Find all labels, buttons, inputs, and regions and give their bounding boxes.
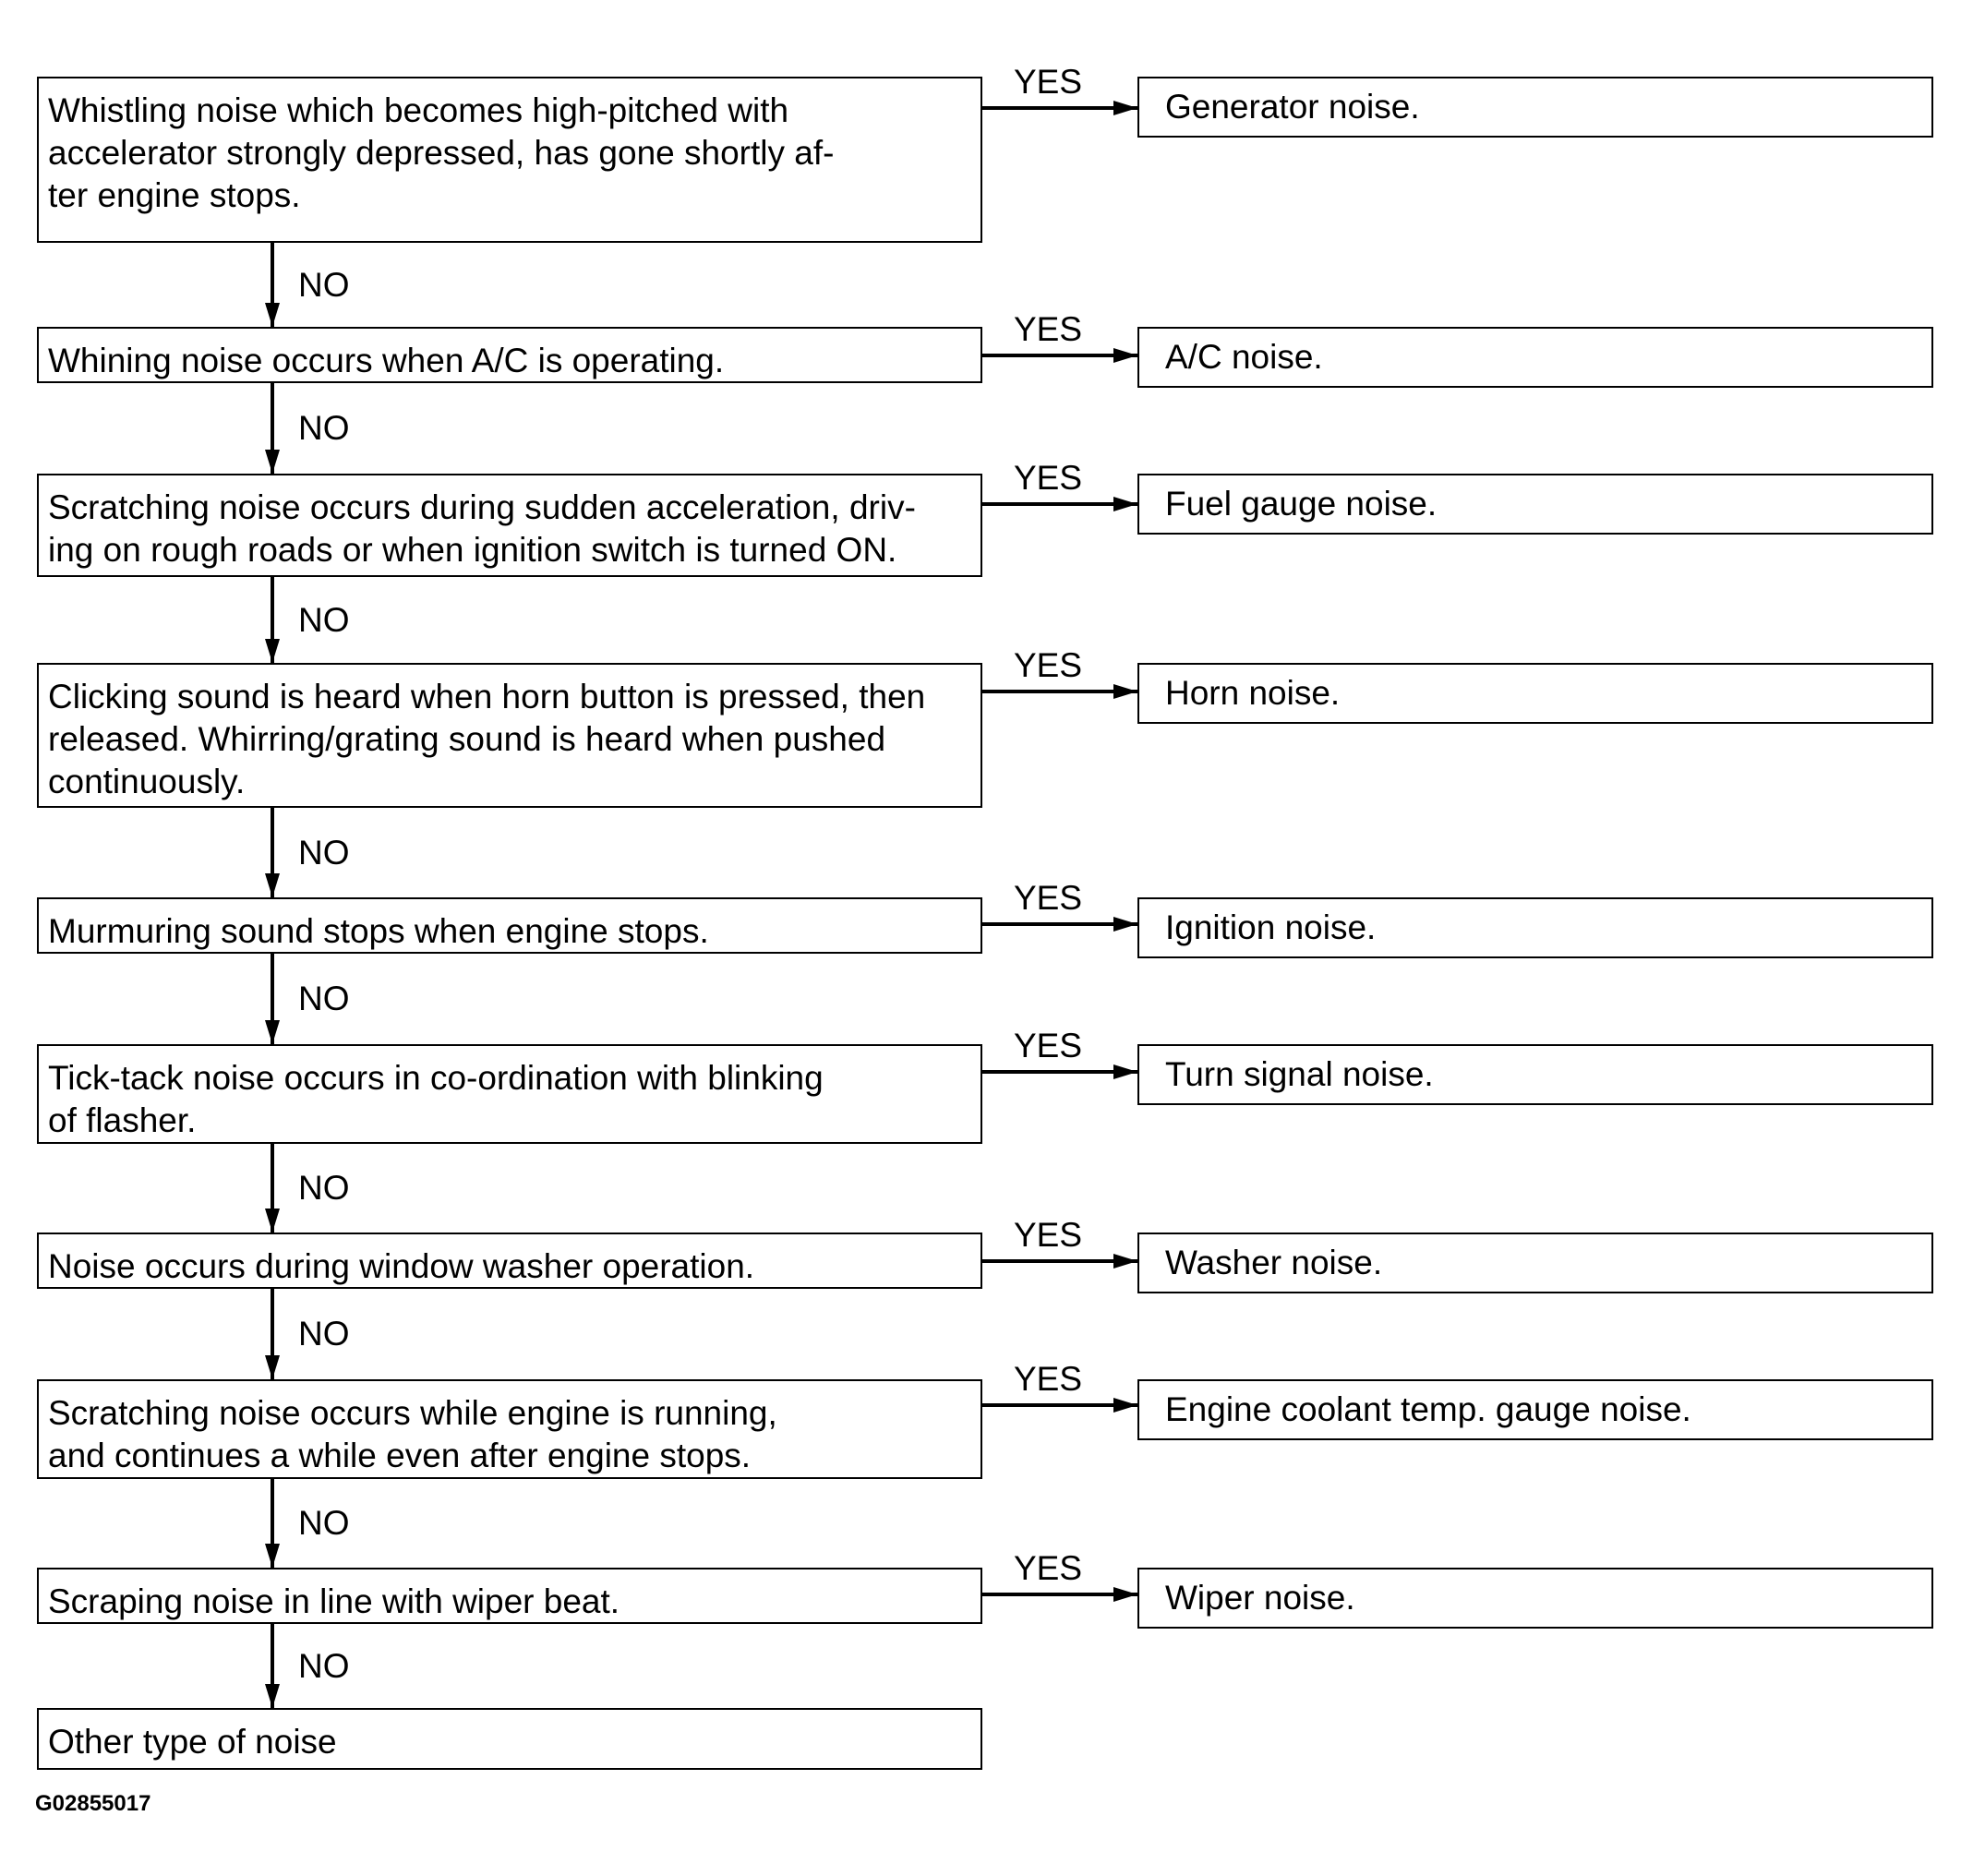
question-box: Scratching noise occurs during sudden acceleration, driv- ing on rough roads or when ignition switch is turned ON.: [37, 474, 982, 577]
final-box: Other type of noise: [37, 1708, 982, 1770]
yes-label: YES: [1014, 646, 1083, 684]
yes-label: YES: [1014, 879, 1083, 917]
result-box: Washer noise.: [1137, 1233, 1933, 1293]
yes-label: YES: [1014, 459, 1083, 497]
no-label: NO: [298, 409, 350, 447]
question-box: Scratching noise occurs while engine is running, and continues a while even after engine stops.: [37, 1379, 982, 1479]
no-label: NO: [298, 1169, 350, 1207]
no-label: NO: [298, 1315, 350, 1353]
question-box: Tick-tack noise occurs in co-ordination with blinking of flasher.: [37, 1044, 982, 1144]
question-box: Whistling noise which becomes high-pitched with accelerator strongly depressed, has gone shortly af- ter engine stops.: [37, 77, 982, 243]
result-box: Wiper noise.: [1137, 1568, 1933, 1629]
question-box: Murmuring sound stops when engine stops.: [37, 897, 982, 954]
yes-label: YES: [1014, 1027, 1083, 1064]
result-box: Fuel gauge noise.: [1137, 474, 1933, 535]
no-label: NO: [298, 265, 350, 304]
yes-label: YES: [1014, 1549, 1083, 1587]
no-label: NO: [298, 833, 350, 872]
yes-label: YES: [1014, 1360, 1083, 1398]
question-box: Clicking sound is heard when horn button is pressed, then released. Whirring/grating sound is heard when pushed continuously.: [37, 663, 982, 808]
no-label: NO: [298, 1646, 350, 1685]
result-box: A/C noise.: [1137, 327, 1933, 388]
figure-id: G02855017: [35, 1791, 151, 1816]
no-label: NO: [298, 980, 350, 1017]
result-box: Ignition noise.: [1137, 897, 1933, 958]
result-box: Turn signal noise.: [1137, 1044, 1933, 1105]
result-box: Generator noise.: [1137, 77, 1933, 138]
no-label: NO: [298, 600, 350, 639]
question-box: Noise occurs during window washer operation.: [37, 1233, 982, 1289]
yes-label: YES: [1014, 1216, 1083, 1254]
result-box: Horn noise.: [1137, 663, 1933, 724]
yes-label: YES: [1014, 310, 1083, 348]
result-box: Engine coolant temp. gauge noise.: [1137, 1379, 1933, 1440]
yes-label: YES: [1014, 63, 1083, 101]
question-box: Whining noise occurs when A/C is operating.: [37, 327, 982, 383]
question-box: Scraping noise in line with wiper beat.: [37, 1568, 982, 1624]
no-label: NO: [298, 1504, 350, 1542]
